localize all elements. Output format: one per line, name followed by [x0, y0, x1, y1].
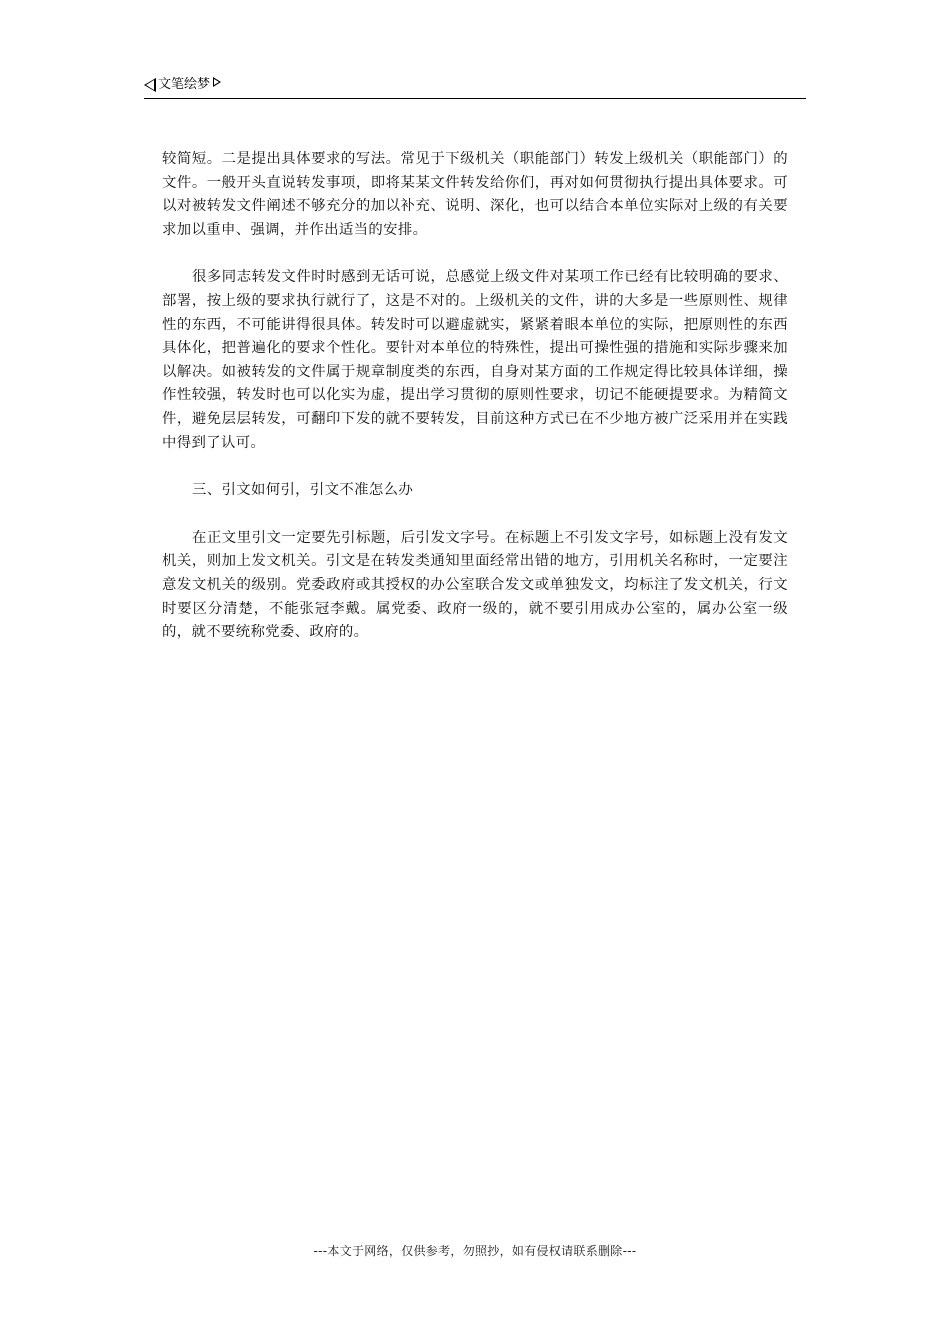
- page-footer-notice: ---本文于网络，仅供参考，勿照抄，如有侵权请联系删除---: [313, 1244, 637, 1258]
- page-header: [144, 76, 806, 99]
- section-heading: 三、引文如何引，引文不准怎么办: [192, 482, 414, 499]
- paragraph-forwarding-advice: 很多同志转发文件时时感到无话可说，总感觉上级文件对某项工作已经有比较明确的要求、部署，按上级的要求执行就行了，这是不对的。上级机关的文件，讲的大多是一些原则性、规律性的东西，不可能讲得很具体。转发时可以避虚就实，紧紧着眼本单位的实际，把原则性的东西具体化，把普遍化的要求个性化。要针对本单位的特殊性，提出可操性强的措施和实际步骤来加以解决。如被转发的文件属于规章制度类的东西，自身对某方面的工作规定得比较具体详细，操作性较强，转发时也可以化实为虚，提出学习贯彻的原则性要求，切记不能硬提要求。为精简文件，避免层层转发，可翻印下发的就不要转发，目前这种方式已在不少地方被广泛采用并在实践中得到了认可。: [162, 269, 788, 451]
- paragraph-citation-rules: 在正文里引文一定要先引标题，后引发文字号。在标题上不引发文字号，如标题上没有发文机关，则加上发文机关。引文是在转发类通知里面经常出错的地方，引用机关名称时，一定要注意发文机关的级别。党委政府或其授权的办公室联合发文或单独发文，均标注了发文机关，行文时要区分清楚，不能张冠李戴。属党委、政府一级的，就不要引用成办公室的，属办公室一级的，就不要统称党委、政府的。: [162, 529, 788, 641]
- triangle-left-icon: [144, 78, 156, 92]
- paragraph-continued: 较简短。二是提出具体要求的写法。常见于下级机关（职能部门）转发上级机关（职能部门）的文件。一般开头直说转发事项，即将某某文件转发给你们，再对如何贯彻执行提出具体要求。可以对被转发文件阐述不够充分的加以补充、说明、深化，也可以结合本单位实际对上级的有关要求加以重申、强调，并作出适当的安排。: [162, 151, 788, 238]
- header-brand: [144, 76, 221, 94]
- triangle-right-icon: [213, 77, 221, 87]
- header-brand-text: 文笔绘梦: [158, 77, 211, 92]
- document-body: [162, 148, 788, 669]
